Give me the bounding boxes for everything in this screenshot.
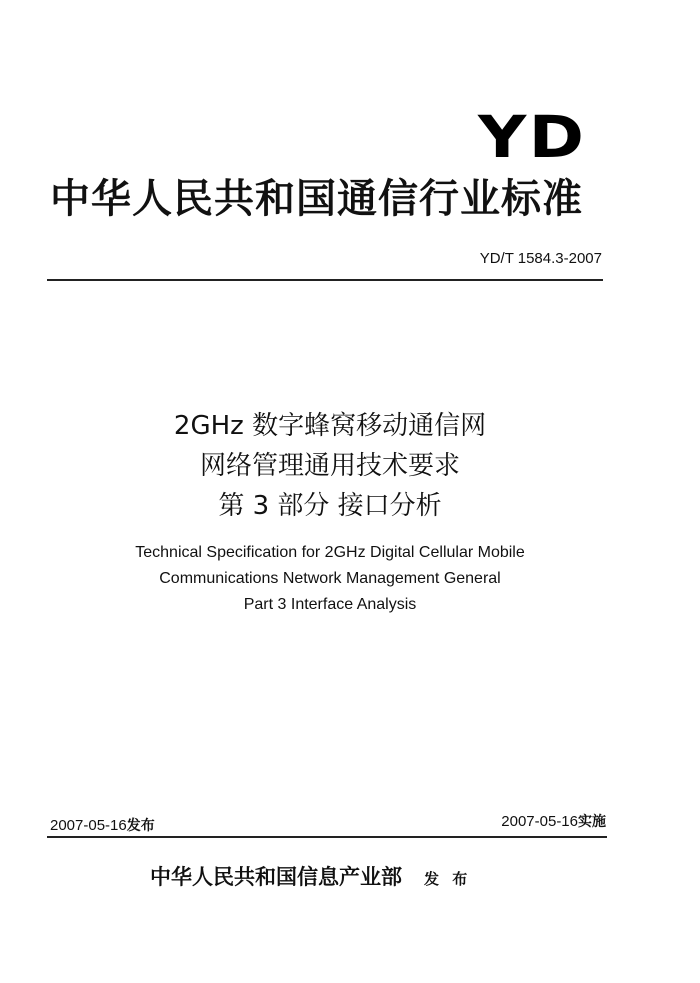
yd-logo: YD	[478, 103, 587, 171]
header-divider	[47, 279, 603, 281]
issue-date: 2007-05-16	[50, 817, 127, 834]
chinese-title-line-3: 第 3 部分 接口分析	[218, 491, 442, 521]
issuer-block	[150, 864, 471, 892]
implement-date-block	[501, 813, 606, 831]
implement-date-label: 实施	[578, 814, 606, 830]
standard-type-title: 中华人民共和国通信行业标准	[50, 176, 583, 222]
chinese-title	[0, 406, 660, 526]
issue-word: 发 布	[424, 870, 472, 888]
english-title-line-3: Part 3 Interface Analysis	[243, 596, 417, 613]
english-title-line-2: Communications Network Management General	[159, 570, 501, 587]
issue-date-block	[50, 817, 155, 835]
issuer-name: 中华人民共和国信息产业部	[150, 864, 402, 889]
implement-date: 2007-05-16	[501, 813, 578, 830]
chinese-title-line-2: 网络管理通用技术要求	[199, 451, 460, 481]
english-title-line-1: Technical Specification for 2GHz Digital Cellular Mobile	[135, 544, 525, 561]
chinese-title-line-1: 2GHz 数字蜂窝移动通信网	[173, 411, 487, 441]
english-title	[0, 540, 660, 618]
issue-date-label: 发布	[126, 818, 155, 834]
footer-divider	[47, 836, 607, 838]
standard-number: YD/T 1584.3-2007	[479, 250, 602, 267]
